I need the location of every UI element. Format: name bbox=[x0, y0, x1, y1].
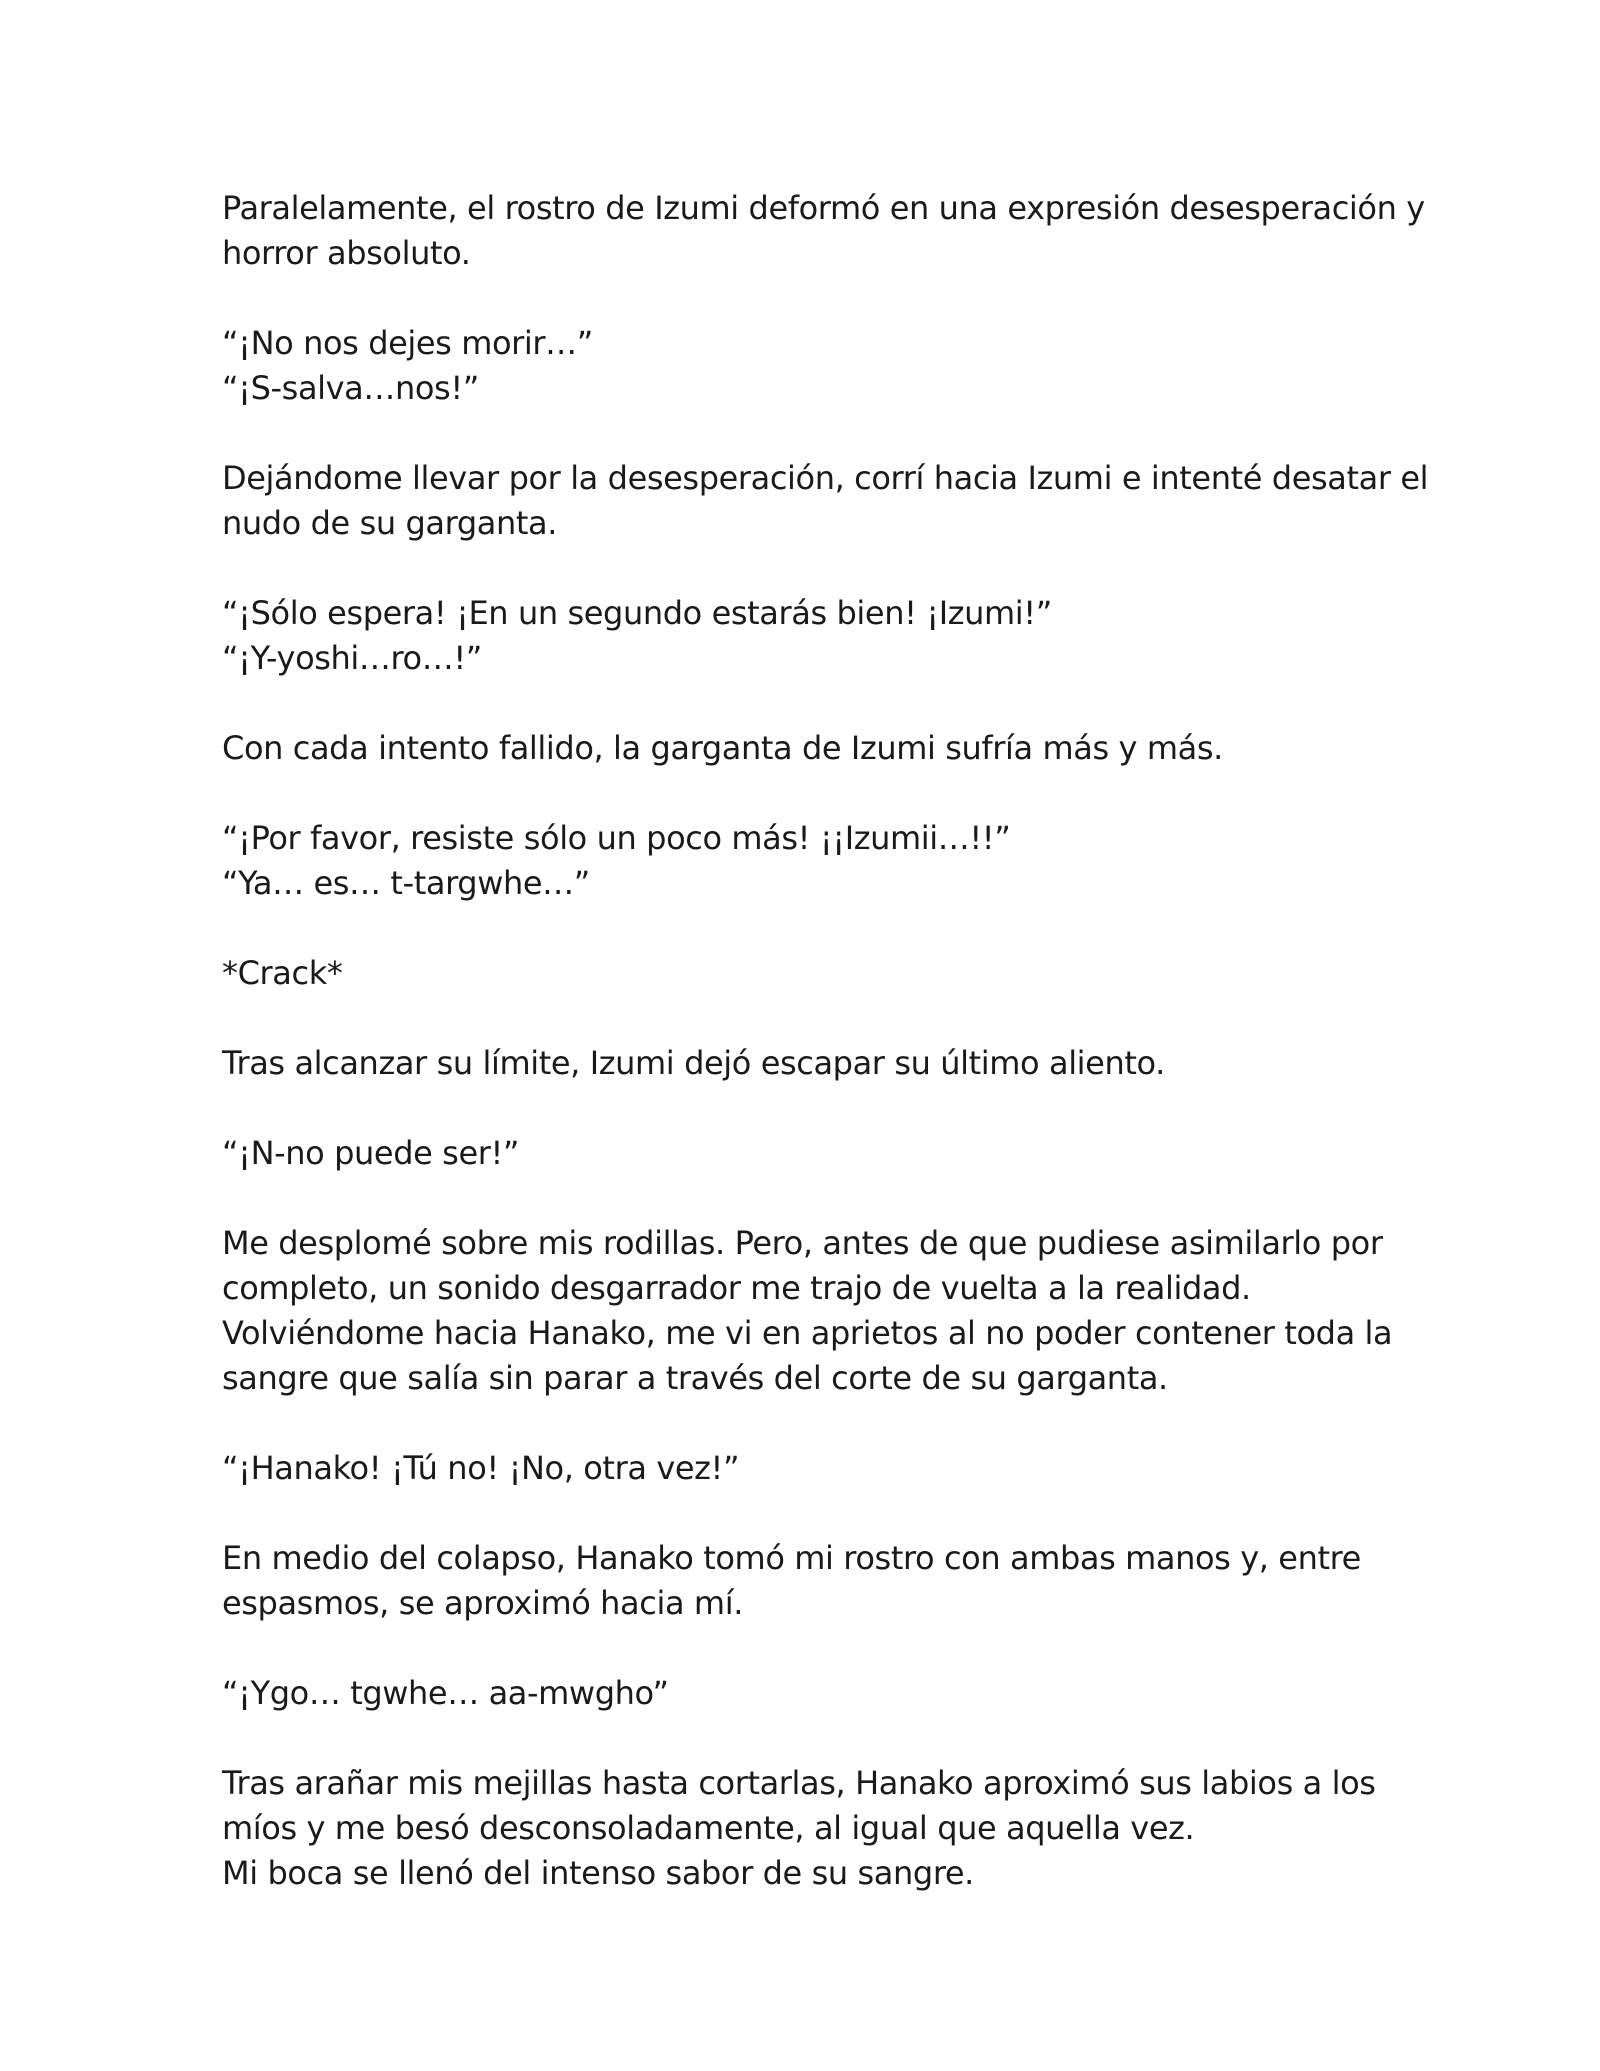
paragraph bbox=[222, 591, 1402, 681]
text-line: Mi boca se llenó del intenso sabor de su sangre. bbox=[222, 1854, 974, 1892]
paragraph bbox=[222, 726, 1402, 771]
text-line: míos y me besó desconsoladamente, al igual que aquella vez. bbox=[222, 1809, 1195, 1847]
text-line: espasmos, se aproximó hacia mí. bbox=[222, 1584, 743, 1622]
text-line: Tras alcanzar su límite, Izumi dejó escapar su último aliento. bbox=[222, 1044, 1165, 1082]
text-line: completo, un sonido desgarrador me trajo de vuelta a la realidad. bbox=[222, 1269, 1251, 1307]
text-line: Tras arañar mis mejillas hasta cortarlas, Hanako aproximó sus labios a los bbox=[222, 1764, 1376, 1802]
text-line: *Crack* bbox=[222, 954, 343, 992]
text-line: Dejándome llevar por la desesperación, corrí hacia Izumi e intenté desatar el bbox=[222, 459, 1429, 497]
paragraph bbox=[222, 816, 1402, 906]
text-line: Con cada intento fallido, la garganta de Izumi sufría más y más. bbox=[222, 729, 1223, 767]
paragraph bbox=[222, 1536, 1402, 1626]
paragraph bbox=[222, 186, 1425, 276]
text-line: nudo de su garganta. bbox=[222, 504, 557, 542]
text-line: “¡Por favor, resiste sólo un poco más! ¡¡Izumii…!!” bbox=[222, 819, 1011, 857]
text-line: “¡No nos dejes morir…” bbox=[222, 324, 593, 362]
text-line: “Ya… es… t-targwhe…” bbox=[222, 864, 590, 902]
text-line: sangre que salía sin parar a través del corte de su garganta. bbox=[222, 1359, 1168, 1397]
paragraph bbox=[222, 1671, 1402, 1716]
paragraph bbox=[222, 951, 1402, 996]
text-line: horror absoluto. bbox=[222, 234, 471, 272]
document-body bbox=[222, 186, 1429, 1941]
paragraph bbox=[222, 1131, 1402, 1176]
text-line: Volviéndome hacia Hanako, me vi en aprietos al no poder contener toda la bbox=[222, 1314, 1393, 1352]
text-line: En medio del colapso, Hanako tomó mi rostro con ambas manos y, entre bbox=[222, 1539, 1361, 1577]
text-line: Me desplomé sobre mis rodillas. Pero, antes de que pudiese asimilarlo por bbox=[222, 1224, 1383, 1262]
text-line: “¡N-no puede ser!” bbox=[222, 1134, 520, 1172]
text-line: Paralelamente, el rostro de Izumi deformó en una expresión desesperación y bbox=[222, 189, 1425, 227]
paragraph bbox=[222, 1041, 1402, 1086]
paragraph bbox=[222, 1446, 1402, 1491]
paragraph bbox=[222, 1221, 1402, 1401]
paragraph bbox=[222, 321, 1402, 411]
text-line: “¡Ygo… tgwhe… aa-mwgho” bbox=[222, 1674, 669, 1712]
text-line: “¡S-salva…nos!” bbox=[222, 369, 479, 407]
paragraph bbox=[222, 1761, 1402, 1896]
text-line: “¡Hanako! ¡Tú no! ¡No, otra vez!” bbox=[222, 1449, 740, 1487]
text-line: “¡Sólo espera! ¡En un segundo estarás bien! ¡Izumi!” bbox=[222, 594, 1052, 632]
text-line: “¡Y-yoshi…ro…!” bbox=[222, 639, 482, 677]
paragraph bbox=[222, 456, 1429, 546]
